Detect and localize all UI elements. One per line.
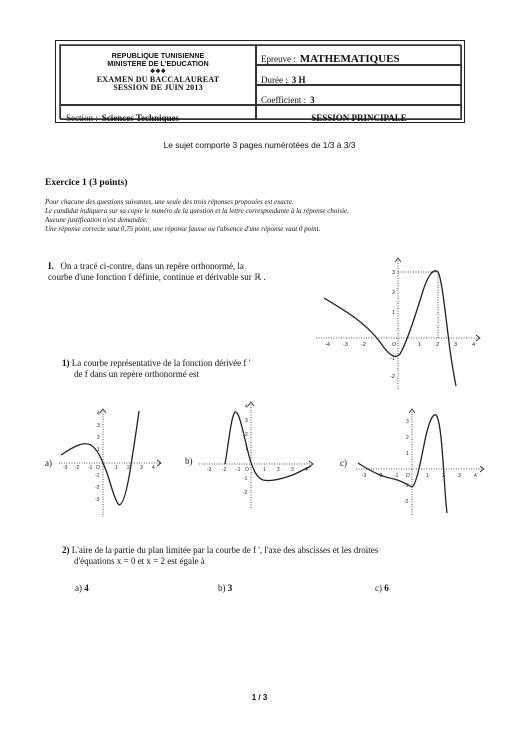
a-y-tick: 3 <box>97 423 100 429</box>
duree-label: Durée : <box>261 75 288 85</box>
a-x-tick: 4 <box>152 465 155 471</box>
instruction-line: Pour chacune des questions suivantes, une seule des trois réponses proposées est exacte. <box>45 198 294 206</box>
a-y-tick: 4 <box>97 411 100 417</box>
q1-line-2: de f dans un repère orthonormé est <box>74 369 199 379</box>
answer-a <box>75 583 89 594</box>
epreuve-value: MATHEMATIQUES <box>299 53 400 65</box>
c-x-tick: 2 <box>442 473 445 479</box>
part-i-text <box>48 261 328 283</box>
part-number: I. <box>48 261 54 271</box>
question-1 <box>62 358 322 380</box>
b-x-tick: 4 <box>305 467 308 473</box>
session-type: SESSION PRINCIPALE <box>311 113 407 123</box>
c-y-tick: 2 <box>406 435 409 441</box>
c-y-tick: 1 <box>406 451 409 457</box>
epreuve-cell <box>256 45 462 65</box>
main-x-tick: 2 <box>436 342 440 348</box>
b-x-tick: 1 <box>263 467 266 473</box>
exam-label: EXAMEN DU BACCALAUREAT <box>96 75 220 84</box>
a-y-tick: 1 <box>97 447 100 453</box>
c-y-tick: -2 <box>404 499 409 505</box>
b-x-tick: 3 <box>291 467 294 473</box>
a-x-tick: 3 <box>140 465 143 471</box>
a-x-tick: 1 <box>115 465 118 471</box>
a-x-tick: -3 <box>63 465 68 471</box>
c-y-tick: -1 <box>404 483 409 489</box>
b-y-tick: 1 <box>245 446 248 452</box>
epreuve-label: Epreuve : <box>261 54 296 64</box>
answer-c-label: c) <box>375 583 382 593</box>
main-x-tick: 4 <box>472 342 476 348</box>
republic-label: REPUBLIQUE TUNISIENNE <box>111 51 205 60</box>
main-x-origin: O <box>392 342 397 348</box>
q2-line-2: d'équations x = 0 et x = 2 est égale à <box>74 556 205 566</box>
b-y-tick: -1 <box>243 476 248 482</box>
graph-option-b <box>195 398 315 513</box>
a-x-tick: 2 <box>127 465 130 471</box>
b-x-tick: -1 <box>236 467 241 473</box>
graph-option-a <box>55 405 165 525</box>
b-y-tick: 3 <box>245 418 248 424</box>
session-date-label: SESSION DE JUIN 2013 <box>113 83 203 92</box>
section-label: Section : <box>66 113 98 123</box>
b-y-tick: -2 <box>243 490 248 496</box>
header-institution-cell <box>60 45 256 105</box>
q1-line-1: La courbe représentative de la fonction dérivée f ' <box>71 358 251 368</box>
duree-cell <box>256 65 462 85</box>
main-x-tick: 1 <box>418 342 422 348</box>
main-x-tick: -4 <box>325 342 330 348</box>
q1-number: 1) <box>62 358 70 368</box>
b-x-origin: O <box>245 467 249 473</box>
main-y-tick: 1 <box>392 310 396 316</box>
c-x-tick: 3 <box>458 473 461 479</box>
page-number: 1 / 3 <box>251 693 268 702</box>
c-x-tick: 1 <box>426 473 429 479</box>
part-line-1: On a tracé ci-contre, dans un repère orthonormé, la <box>60 261 244 271</box>
c-x-origin: O <box>406 473 410 479</box>
a-y-tick: 2 <box>97 435 100 441</box>
main-x-tick: -3 <box>343 342 348 348</box>
q2-number: 2) <box>62 545 70 555</box>
main-y-tick: -1 <box>390 356 395 362</box>
section-value: Sciences Techniques <box>101 113 180 123</box>
a-x-tick: -1 <box>88 465 93 471</box>
coefficient-label: Coefficient : <box>261 95 307 105</box>
section-cell <box>60 105 256 123</box>
instruction-line: Une réponse correcte vaut 0,75 point, une réponse fausse ou l'absence d'une réponse vaut 0 point. <box>45 225 321 233</box>
answer-c-value: 6 <box>384 583 389 593</box>
b-x-tick: -2 <box>222 467 227 473</box>
main-y-tick: -2 <box>390 374 395 380</box>
b-x-tick: 2 <box>277 467 280 473</box>
a-y-tick: -3 <box>95 497 100 503</box>
c-x-tick: -1 <box>394 473 399 479</box>
a-y-tick: -2 <box>95 485 100 491</box>
a-x-origin: O <box>96 465 100 471</box>
main-x-tick: 3 <box>454 342 458 348</box>
main-y-tick: 2 <box>392 290 396 296</box>
session-type-cell <box>256 105 462 123</box>
instructions <box>45 198 485 234</box>
b-x-tick: -3 <box>207 467 212 473</box>
question-2 <box>62 545 482 567</box>
graph-option-c <box>352 405 487 520</box>
answer-b-value: 3 <box>227 583 233 593</box>
main-x-tick: -2 <box>361 342 366 348</box>
graph-f <box>310 250 490 400</box>
answer-b <box>218 583 232 594</box>
answer-c <box>375 583 389 594</box>
c-x-tick: -3 <box>362 473 367 479</box>
answer-a-label: a) <box>75 583 82 593</box>
exam-header <box>55 40 465 123</box>
coefficient-value: 3 <box>310 95 315 105</box>
b-y-tick: 4 <box>245 404 248 410</box>
q2-line-1: L'aire de la partie du plan limitée par la courbe de f ', l'axe des abscisses et les droites <box>71 545 379 555</box>
main-y-tick: 3 <box>392 270 396 276</box>
duree-value: 3 H <box>291 75 306 85</box>
option-a-label: a) <box>45 458 52 468</box>
c-x-tick: 4 <box>474 473 477 479</box>
a-x-tick: -2 <box>75 465 80 471</box>
b-y-tick: 2 <box>245 432 248 438</box>
instruction-line: Le candidat indiquera sur sa copie le numéro de la question et la lettre correspondante à la réponse choisie. <box>45 207 349 215</box>
option-c-label: c) <box>340 458 347 468</box>
coefficient-cell <box>256 85 462 105</box>
page-count-note: Le sujet comporte 3 pages numérotées de 1/3 à 3/3 <box>163 140 356 150</box>
a-y-tick: -1 <box>95 473 100 479</box>
answer-b-label: b) <box>218 583 226 593</box>
instruction-line: Aucune justification n'est demandée. <box>45 216 148 224</box>
c-x-tick: -2 <box>378 473 383 479</box>
option-b-label: b) <box>185 456 193 466</box>
part-line-2: courbe d'une fonction f définie, continue et dérivable sur ℝ . <box>48 272 266 282</box>
answer-a-value: 4 <box>84 583 89 593</box>
ministry-label: MINISTERE DE L'EDUCATION <box>107 59 209 68</box>
exercise-title: Exercice 1 (3 points) <box>45 178 128 188</box>
ornament: ❖❖❖ <box>149 69 167 75</box>
c-y-tick: 3 <box>406 419 409 425</box>
